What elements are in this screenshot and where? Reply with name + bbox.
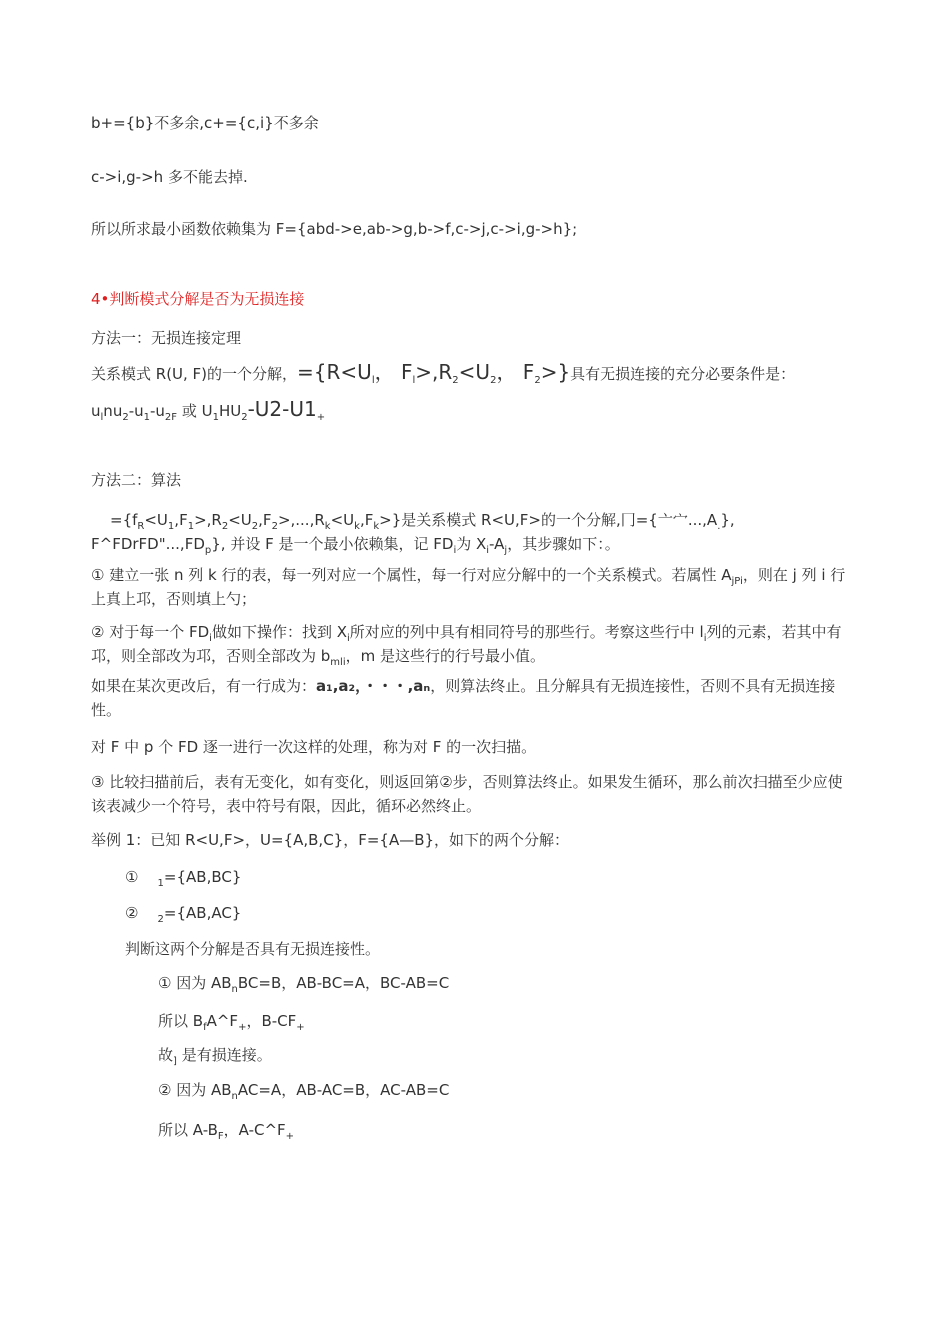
text-line — [158, 1120, 294, 1140]
text-span: ，则在 j 列 i 行上真上邛，否则填上勺； — [91, 566, 846, 608]
subscript: 1 — [187, 521, 195, 532]
subscript: 1 — [157, 878, 164, 889]
text-span: -U2-U1 — [247, 397, 317, 421]
text-span: ② 因为 AB — [158, 1081, 232, 1099]
text-span: ，A-C^F — [223, 1121, 286, 1139]
subscript: i — [209, 633, 212, 644]
subscript: mli — [330, 657, 346, 668]
text-line — [158, 1080, 449, 1100]
subscript: k — [354, 521, 360, 532]
subscript: 2 — [157, 914, 164, 925]
subscript: 1 — [167, 521, 175, 532]
text-span: ， F — [374, 360, 413, 384]
text-span: ={R<U — [297, 360, 372, 384]
text-span: HU — [218, 402, 242, 420]
text-span: 具有无损连接的充分必要条件是： — [570, 365, 796, 383]
text-line: 方法二：算法 — [91, 471, 182, 489]
text-span: ={AB,BC} — [163, 868, 242, 886]
subscript: n — [231, 984, 238, 995]
subscript: 2 — [534, 375, 541, 386]
text-span: ② 对于每一个 FD — [91, 623, 210, 641]
text-span: }, — [720, 511, 735, 529]
text-span: <U — [228, 511, 252, 529]
text-span: >,...,R — [277, 511, 325, 529]
subscript: . — [717, 521, 721, 532]
subscript: k — [324, 521, 331, 532]
subscript: k — [373, 521, 380, 532]
text-span: ， F — [496, 360, 535, 384]
subscript: 2 — [271, 521, 278, 532]
subscript: 2F — [164, 412, 178, 423]
text-span: <U — [458, 360, 491, 384]
text-line — [91, 534, 620, 554]
text-span: >,R — [194, 511, 222, 529]
subscript: 2 — [452, 375, 459, 386]
text-span: >}是关系模式 R<U,F>的一个分解, — [379, 511, 621, 529]
text-span: A^F — [206, 1012, 239, 1030]
subscript: 2 — [490, 375, 497, 386]
text-span: ,F — [174, 511, 188, 529]
text-span: u — [112, 402, 123, 420]
text-span: ={f — [110, 511, 138, 529]
text-line — [158, 1011, 305, 1031]
text-span: <U — [144, 511, 168, 529]
text-span: ,F — [258, 511, 272, 529]
text-span: 为 X — [456, 535, 487, 553]
text-span: 冂={亠宀...,A — [620, 511, 718, 529]
text-span: -A — [489, 535, 505, 553]
text-line — [125, 867, 241, 887]
text-line: b+={b}不多余,c+={c,i}不多余 — [91, 114, 319, 132]
subscript: l — [100, 412, 104, 423]
step-1-paragraph — [91, 563, 856, 611]
text-span: >} — [540, 360, 571, 384]
subscript: jPi — [731, 576, 743, 587]
text-line: 举例 1：已知 R<U,F>，U={A,B,C}，F={A—B}，如下的两个分解： — [91, 831, 570, 849]
termination-paragraph — [91, 674, 856, 722]
subscript: j — [504, 545, 508, 556]
text-span: ={AB,AC} — [163, 904, 242, 922]
subscript: R — [137, 521, 145, 532]
subscript: + — [285, 1131, 295, 1142]
text-span: 或 U — [177, 402, 213, 420]
text-span: ① — [125, 868, 139, 886]
subscript: f — [203, 1022, 207, 1033]
text-span: }, 并设 F 是一个最小依赖集，记 FD — [211, 535, 454, 553]
subscript: ] — [173, 1056, 177, 1067]
subscript: 2 — [251, 521, 259, 532]
text-span: 如果在某次更改后，有一行成为： — [91, 677, 317, 695]
text-span: n — [103, 402, 113, 420]
text-span: ，m 是这些行的行号最小值。 — [345, 647, 545, 665]
text-span: BC=B，AB-BC=A，BC-AB=C — [237, 974, 450, 992]
text-span: 是有损连接。 — [176, 1046, 272, 1064]
text-span: >,R — [415, 360, 453, 384]
text-span: ,F — [359, 511, 374, 529]
text-span: a₁,a₂，・・・,aₙ — [316, 677, 431, 695]
text-span: u — [91, 402, 101, 420]
text-span: 做如下操作：找到 X — [211, 623, 347, 641]
subscript: + — [316, 412, 326, 423]
text-line: 判断这两个分解是否具有无损连接性。 — [125, 940, 381, 958]
text-line: c->i,g->h 多不能去掉. — [91, 168, 248, 186]
text-line — [91, 399, 325, 421]
text-span: ，则算法终止。且分解具有无损连接性，否则不具有无损连接性。 — [91, 677, 836, 719]
step-3-paragraph: ③ 比较扫描前后，表有无变化，如有变化，则返回第②步，否则算法终止。如果发生循环，那么前次扫描至少应使该表减少一个符号，表中符号有限，因此，循环必然终止。 — [91, 773, 843, 815]
subscript: l — [412, 375, 416, 386]
section-heading: 4•判断模式分解是否为无损连接 — [91, 290, 305, 308]
text-span: 故 — [158, 1046, 174, 1064]
text-span: F^FDrFD"...,FD — [91, 535, 205, 553]
text-span: 所以 A-B — [158, 1121, 218, 1139]
text-line — [110, 510, 735, 530]
subscript: i — [347, 633, 350, 644]
subscript: + — [238, 1022, 247, 1033]
text-line — [158, 1045, 272, 1065]
text-line: 所以所求最小函数依赖集为 F={abd->e,ab->g,b->f,c->j,c->i,g->h}; — [91, 220, 578, 238]
step-2-paragraph — [91, 620, 856, 668]
subscript: 1 — [212, 412, 219, 423]
subscript: n — [231, 1091, 238, 1102]
text-span: -u — [150, 402, 165, 420]
text-span: ① 因为 AB — [158, 974, 232, 992]
subscript: i — [703, 633, 707, 644]
subscript: 2 — [221, 521, 229, 532]
text-line: 方法一：无损连接定理 — [91, 329, 242, 347]
text-span: 列的元素，若其中有邛，则全部改为邛，否则全部改为 b — [91, 623, 842, 665]
subscript: F — [217, 1131, 224, 1142]
subscript: 1 — [143, 412, 150, 423]
text-span: -u — [128, 402, 144, 420]
text-span: ，B-CF — [246, 1012, 297, 1030]
text-line: 对 F 中 p 个 FD 逐一进行一次这样的处理，称为对 F 的一次扫描。 — [91, 738, 537, 756]
subscript: + — [296, 1022, 305, 1033]
subscript: 2 — [241, 412, 248, 423]
text-span: <U — [330, 511, 355, 529]
text-line — [158, 973, 449, 993]
text-span: 所以 B — [158, 1012, 204, 1030]
subscript: 2 — [122, 412, 129, 423]
text-span: 关系模式 R(U, F)的一个分解， — [91, 365, 298, 383]
subscript: l — [371, 375, 375, 386]
subscript: i — [486, 545, 490, 556]
subscript: p — [204, 545, 212, 556]
text-span: 所对应的列中具有相同符号的那些行。考察这些行中 l — [349, 623, 704, 641]
subscript: i — [453, 545, 457, 556]
text-span: AC=A，AB-AC=B，AC-AB=C — [237, 1081, 450, 1099]
text-span: ，其步骤如下：。 — [507, 535, 620, 553]
text-span: ② — [125, 904, 139, 922]
text-line — [91, 362, 795, 384]
text-span: ① 建立一张 n 列 k 行的表，每一列对应一个属性，每一行对应分解中的一个关系模式。若属性 A — [91, 566, 732, 584]
text-line — [125, 903, 241, 923]
